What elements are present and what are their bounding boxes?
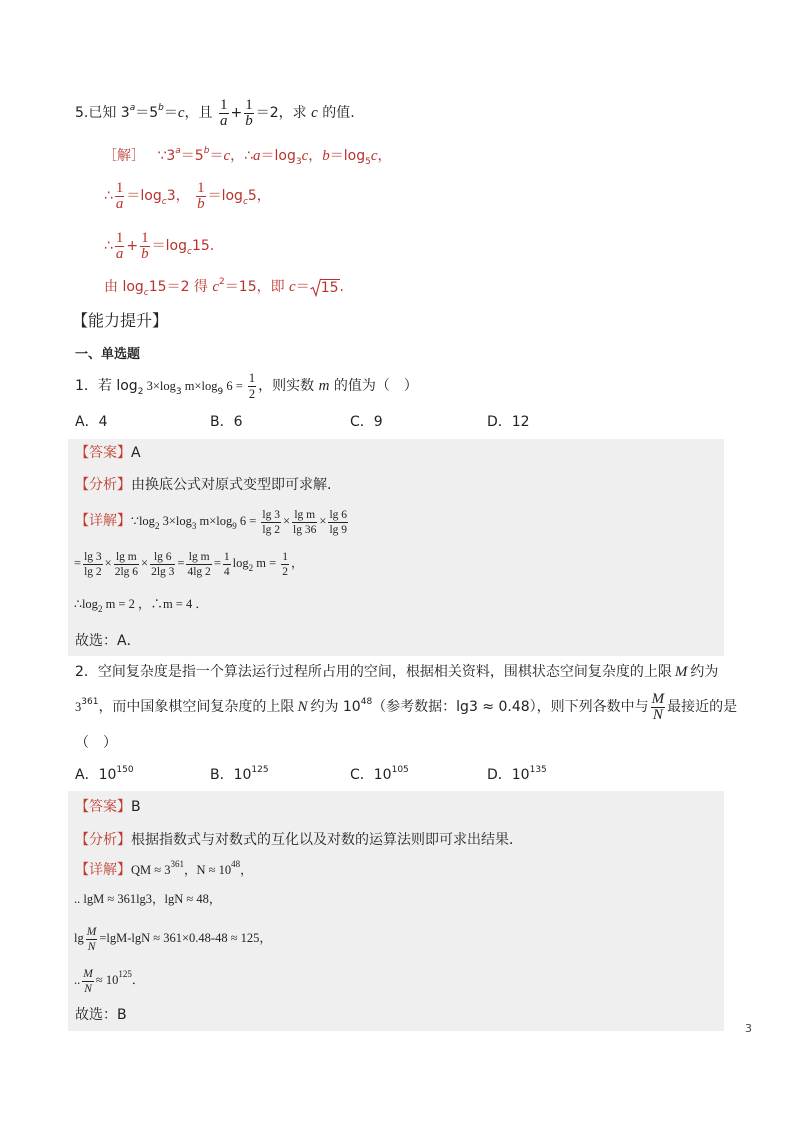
text: 由 log (104, 279, 144, 295)
fraction (196, 181, 206, 212)
text: . (339, 279, 344, 295)
solution-label: ［解］ (103, 148, 145, 164)
subscript: 3 (175, 387, 182, 397)
q1-conclusion: 故选：A． (75, 633, 141, 649)
answer-label: 【答案】 (75, 445, 131, 461)
text: ，且 (184, 105, 213, 121)
fraction (186, 550, 211, 579)
fraction (328, 508, 348, 537)
text: ， (240, 863, 253, 877)
exponent: 135 (529, 765, 547, 775)
fraction-numerator: lg 6 (150, 550, 175, 565)
analysis-text: 根据指数式与对数式的互化以及对数的运算法则即可求出结果． (131, 832, 523, 848)
exponent: 361 (170, 859, 185, 869)
fraction (83, 550, 103, 579)
q2-stem-line-2 (75, 689, 737, 725)
subscript: 2 (248, 563, 254, 573)
fraction-denominator: 2lg 6 (114, 565, 139, 578)
fraction-denominator: lg 2 (84, 565, 102, 578)
text: m = 2 ，∴m = 4 ． (102, 597, 208, 611)
text: ＝15，即 (224, 279, 290, 295)
fraction-numerator: M (651, 690, 665, 707)
fraction-denominator: N (87, 940, 96, 953)
fraction-numerator: lg m (292, 508, 317, 523)
text: ＝5 (180, 148, 204, 164)
variable: c (289, 279, 296, 295)
operator: × (104, 556, 112, 570)
variable: a (253, 148, 261, 164)
text: log (232, 556, 249, 570)
detail-label: 【详解】 (75, 513, 131, 529)
q1-answer-box (68, 439, 724, 656)
subscript: 5 (365, 157, 371, 167)
q5-solution-line-1 (103, 138, 392, 174)
q2-detail-row-3 (74, 920, 272, 956)
subscript: 9 (232, 521, 237, 531)
operator: × (282, 514, 291, 528)
text: 约为 10 (310, 699, 361, 715)
text: ，N ≈ 10 (184, 863, 232, 877)
fraction (292, 508, 317, 537)
text: ＝ (163, 105, 178, 121)
variable: c (301, 148, 309, 164)
q5-solution-line-4 (104, 269, 344, 305)
text: ∴log (74, 597, 98, 611)
exponent: b (158, 103, 164, 113)
text: 3 (75, 700, 82, 714)
text: ＝5 (135, 105, 159, 121)
fraction (150, 550, 175, 579)
variable: b (322, 148, 330, 164)
operator: = (177, 556, 185, 570)
text: 6 = (236, 514, 260, 528)
q2-conclusion: 故选：B (75, 1007, 127, 1023)
exponent: 48 (231, 859, 241, 869)
variable: c (212, 279, 220, 295)
option-c[interactable] (350, 757, 409, 793)
q2-answer (75, 789, 141, 825)
exponent: b (203, 146, 210, 156)
exponent: 361 (81, 697, 99, 707)
q2-stem-line-1 (75, 654, 718, 690)
subscript: 3 (295, 157, 302, 167)
q2-answer-box (68, 791, 724, 1031)
q5-stem (75, 95, 355, 131)
fraction-numerator: M (83, 967, 93, 980)
exponent: 2 (219, 277, 225, 287)
fraction-numerator: M (86, 925, 97, 938)
subscript: c (161, 197, 167, 207)
variable: N (297, 699, 308, 715)
subscript: 2 (154, 521, 160, 531)
q1-detail-row-2 (74, 545, 304, 581)
analysis-text: 由换底公式对原式变型即可求解. (131, 477, 332, 493)
text: （参考数据：lg3 ≈ 0.48），则下列各数中与 (372, 699, 649, 715)
fraction-denominator: lg 9 (329, 523, 348, 536)
variable: m (318, 378, 330, 394)
fraction-numerator: lg m (114, 550, 139, 565)
page-number: 3 (745, 1022, 752, 1035)
subscript: c (242, 197, 248, 207)
fraction-denominator: lg 2 (262, 523, 280, 536)
fraction-denominator: a (115, 245, 124, 262)
fraction-numerator: lg m (186, 550, 211, 565)
text: ≈ 10 (95, 973, 119, 987)
option-b[interactable] (210, 757, 269, 793)
subscript: 2 (137, 387, 144, 397)
fraction (114, 550, 139, 579)
fraction-denominator: b (245, 112, 253, 129)
fraction (281, 550, 289, 579)
text: 约为 (690, 664, 719, 680)
fraction-numerator: lg 6 (329, 508, 348, 521)
fraction (86, 925, 98, 954)
text: =lgM-lgN ≈ 361×0.48-48 ≈ 125， (99, 931, 272, 945)
text: ＝log (151, 238, 187, 254)
text: 15. (191, 238, 215, 254)
text: ， (377, 148, 392, 164)
fraction-numerator: 1 (197, 179, 205, 196)
q5-solution-line-3 (104, 228, 214, 264)
q1-detail-row-1 (75, 503, 350, 539)
detail-label: 【详解】 (75, 862, 131, 878)
fraction-numerator: 1 (282, 550, 289, 563)
exponent: a (175, 146, 181, 156)
text: ＝log (329, 148, 366, 164)
text: 的值. (317, 105, 355, 121)
variable: c (370, 148, 378, 164)
q2-answer-blank: （ ） (75, 735, 117, 751)
exponent: 48 (360, 697, 373, 707)
operator: + (230, 105, 243, 121)
text: 15＝2 得 (148, 279, 213, 295)
text: ＝2，求 (255, 105, 312, 121)
fraction-denominator: b (141, 245, 149, 262)
fraction-numerator: 1 (245, 96, 253, 113)
section-subheading: 一、单选题 (75, 347, 141, 362)
text: 5.已知 3 (75, 105, 130, 121)
text: ， (291, 556, 304, 570)
section-heading: 【能力提升】 (72, 311, 169, 330)
exponent: 150 (116, 765, 134, 775)
fraction-numerator: lg 3 (84, 550, 102, 563)
option-text: D．10 (487, 767, 530, 783)
fraction (82, 967, 94, 996)
option-b[interactable]: B．6 (210, 414, 243, 430)
text: 1．若 log (75, 378, 138, 394)
text: ＝log (260, 148, 296, 164)
text: ∵3 (157, 148, 176, 164)
q2-detail-row-2: .. lgM ≈ 361lg3，lgN ≈ 48， (74, 892, 222, 906)
text: 最接近的是 (667, 699, 738, 715)
fraction-denominator: N (652, 706, 663, 723)
text: 2．空间复杂度是指一个算法运行过程所占用的空间，根据相关资料，围棋状态空间复杂度的上限 (75, 664, 672, 680)
fraction (261, 508, 281, 537)
text: ，∴ (230, 148, 254, 164)
fraction-numerator: 1 (115, 229, 124, 246)
q1-answer (75, 435, 141, 471)
answer-value: B (131, 799, 141, 815)
subscript: 3 (191, 521, 197, 531)
option-a[interactable]: A．4 (75, 414, 108, 430)
q2-options (0, 757, 794, 793)
text: ∴ (104, 188, 113, 204)
text: ∴ (104, 238, 113, 254)
exponent: 125 (118, 969, 132, 979)
option-c[interactable]: C．9 (350, 414, 383, 430)
fraction (115, 181, 125, 212)
text: ＝log (207, 188, 243, 204)
fraction-numerator: lg 3 (262, 508, 280, 521)
option-text: C．10 (350, 767, 392, 783)
text: 的值为（ ） (329, 378, 418, 394)
q1-analysis (75, 467, 331, 503)
text: ＝ (209, 148, 224, 164)
subscript: c (143, 288, 149, 298)
exponent: a (129, 103, 136, 113)
fraction-denominator: lg 36 (293, 523, 317, 536)
text: ． (131, 973, 145, 987)
variable: M (674, 664, 688, 680)
fraction-numerator: 1 (141, 229, 149, 246)
variable: c (223, 148, 231, 164)
analysis-label: 【分析】 (75, 832, 131, 848)
fraction (248, 371, 256, 402)
text: 6 = (223, 379, 246, 393)
subscript: 2 (97, 604, 103, 614)
option-text: A．10 (75, 767, 117, 783)
operator: = (74, 556, 82, 570)
fraction-numerator: 1 (115, 179, 124, 196)
fraction (223, 550, 231, 579)
fraction-denominator: 2 (282, 565, 289, 578)
operator: = (213, 556, 221, 570)
text: ，则实数 (258, 378, 319, 394)
square-root (310, 278, 340, 297)
fraction (115, 231, 125, 262)
text: QM ≈ 3 (131, 863, 171, 877)
operator: × (141, 556, 149, 570)
text: m×log (181, 379, 218, 393)
text: m = (253, 556, 280, 570)
option-d[interactable] (487, 757, 547, 793)
analysis-label: 【分析】 (75, 477, 131, 493)
radicand: 15 (320, 279, 339, 296)
fraction-denominator: 2 (248, 386, 256, 401)
variable: c (177, 105, 185, 121)
fraction-denominator: 4 (223, 565, 230, 578)
fraction-numerator: 1 (220, 96, 228, 113)
exponent: 105 (391, 765, 409, 775)
operator: × (319, 514, 327, 528)
option-a[interactable] (75, 757, 134, 793)
text: 3×log (159, 514, 192, 528)
fraction-denominator: b (197, 195, 205, 212)
fraction-denominator: 2lg 3 (151, 565, 175, 578)
fraction-denominator: a (115, 195, 124, 212)
variable: c (311, 105, 318, 121)
subscript: 9 (217, 387, 224, 397)
fraction-numerator: 1 (223, 550, 230, 563)
text: 5， (247, 188, 271, 204)
fraction-numerator: 1 (248, 370, 256, 385)
text: .. (74, 973, 81, 987)
fraction (651, 692, 666, 723)
fraction (140, 231, 150, 262)
text: 3×log (143, 379, 176, 393)
q1-detail-row-3 (74, 586, 208, 622)
q2-detail-row-4 (74, 962, 144, 998)
operator: + (126, 238, 139, 254)
answer-label: 【答案】 (75, 799, 131, 815)
fraction-denominator: a (220, 112, 228, 129)
fraction (219, 98, 229, 129)
text: lg (74, 931, 84, 945)
fraction-denominator: N (84, 982, 92, 995)
q1-stem (75, 368, 418, 404)
text: ＝log (126, 188, 162, 204)
option-text: B．10 (210, 767, 252, 783)
exponent: 125 (251, 765, 269, 775)
answer-value: A (131, 445, 141, 461)
text: ＝ (295, 279, 310, 295)
fraction-denominator: 4lg 2 (187, 565, 211, 578)
fraction (244, 98, 254, 129)
option-d[interactable]: D．12 (487, 414, 530, 430)
text: ，而中国象棋空间复杂度的上限 (98, 699, 295, 715)
text: m×log (196, 514, 233, 528)
text: ∵log (131, 514, 155, 528)
q5-solution-line-2 (104, 178, 271, 214)
text: ， (308, 148, 323, 164)
text: 3， (166, 188, 190, 204)
subscript: c (187, 247, 192, 257)
